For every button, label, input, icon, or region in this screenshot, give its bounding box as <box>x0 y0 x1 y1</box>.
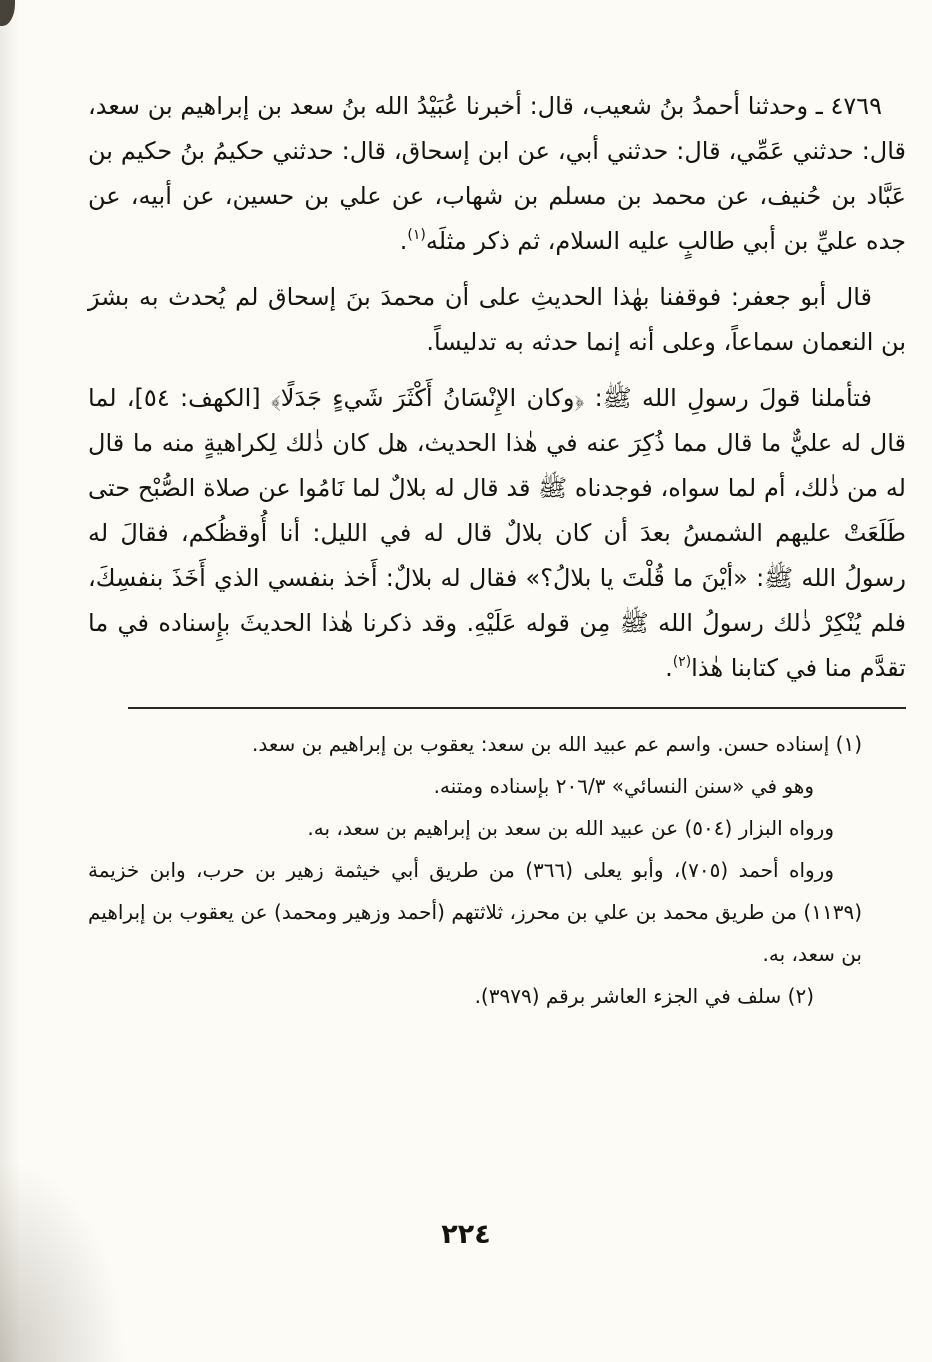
footnote-reference-2: (٢) <box>672 654 692 670</box>
footnotes-block <box>88 723 906 1017</box>
footnote-1-line: ورواه البزار (٥٠٤) عن عبيد الله بن سعد بن إبراهيم بن سعد، به. <box>307 816 834 840</box>
footnote-1-line: (١) إسناده حسن. واسم عم عبيد الله بن سعد: يعقوب بن إبراهيم بن سعد. <box>251 732 862 756</box>
scan-shadow-bottom-left <box>0 1152 130 1362</box>
footnote-2-line: (٢) سلف في الجزء العاشر برقم (٣٩٧٩). <box>474 984 814 1008</box>
paragraph-text: ٤٧٦٩ ـ وحدثنا أحمدُ بنُ شعيب، قال: أخبرنا عُبَيْدُ الله بنُ سعد بن إبراهيم بن سعد، قال: حدثني عَمِّي، قال: حدثني أبي، عن ابن إسحاق، قال: حدثني حكيمُ بنُ حكيم بن عَبَّاد بن حُنيف، عن محمد بن مسلم بن شهاب، عن علي بن حسين، عن أبيه، عن جده عليِّ بن أبي طالبٍ عليه السلام، ثم ذكر مثلَه <box>88 92 906 255</box>
hadith-isnad-paragraph <box>88 84 906 264</box>
commentary-paragraph <box>88 376 906 691</box>
footnote-separator-rule <box>128 707 906 709</box>
paragraph-text: قال أبو جعفر: فوقفنا بهٰذا الحديثِ على أن محمدَ بنَ إسحاق لم يُحدث به بشرَ بن النعمان سماعاً، وعلى أنه إنما حدثه به تدليساً. <box>88 283 906 356</box>
footnote-1-line: وهو في «سنن النسائي» ٢٠٦/٣ بإسناده ومتنه. <box>433 774 814 798</box>
footnote-reference-1: (١) <box>407 227 426 243</box>
page-number: ٢٢٤ <box>441 1219 491 1250</box>
paragraph-period: . <box>399 227 408 255</box>
paragraph-period: . <box>665 654 673 682</box>
paragraph-text: فتأملنا قولَ رسولِ الله ﷺ: ﴿وكان الإِنْسَانُ أَكْثَرَ شَيءٍ جَدَلًا﴾ [الكهف: ٥٤]، لما قال له عليٌّ ما قال مما ذُكِرَ عنه في هٰذا الحديث، هل كان ذٰلك لِكراهيةٍ منه ما قال له من ذٰلك، أم لما سواه، فوجدناه ﷺ قد قال له بلالٌ لما نَامُوا عن صلاة الصُّبْح حتى طَلَعَتْ عليهم الشمسُ بعدَ أن كان بلالٌ قال له في الليل: أنا أُوقظُكم، فقالَ له رسولُ الله ﷺ: «أيْنَ ما قُلْتَ يا بلالُ؟» فقال له بلالٌ: أَخذ بنفسي الذي أَخَذَ بنفسِكَ، فلم يُنْكِرْ ذٰلك رسولُ الله ﷺ مِن قوله عَلَيْهِ. وقد ذكرنا هٰذا الحديثَ بإِسناده في ما تقدَّم منا في كتابنا هٰذا <box>88 384 906 682</box>
main-text-block <box>88 84 906 691</box>
footnote-1-line: ورواه أحمد (٧٠٥)، وأبو يعلى (٣٦٦) من طريق أبي خيثمة زهير بن حرب، وابن خزيمة (١١٣٩) من طريق محمد بن علي بن محرز، ثلاثتهم (أحمد وزهير ومحمد) عن يعقوب بن إبراهيم بن سعد، به. <box>88 858 862 966</box>
author-comment-paragraph <box>88 275 906 365</box>
